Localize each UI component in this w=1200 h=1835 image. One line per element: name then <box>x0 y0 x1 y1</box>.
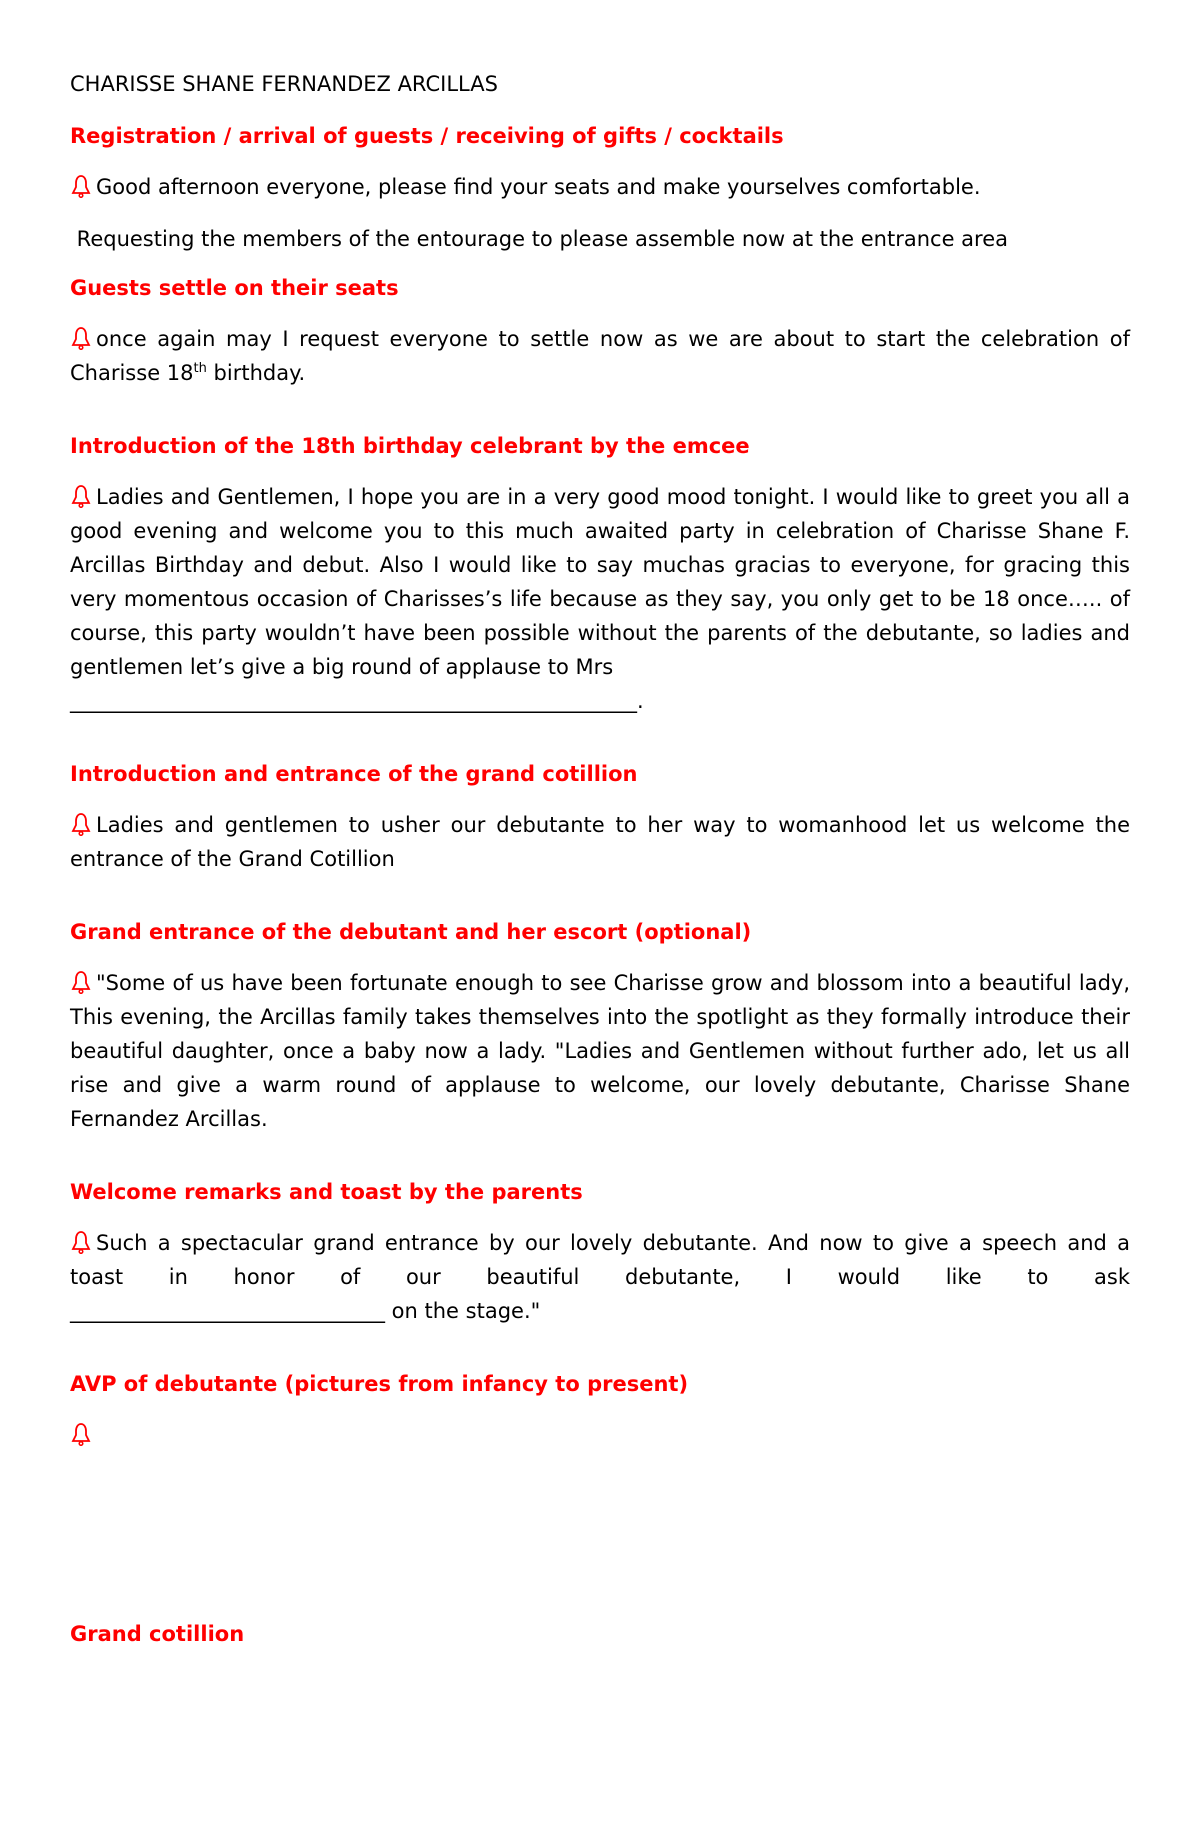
section-heading-welcome-remarks: Welcome remarks and toast by the parents <box>70 1180 583 1204</box>
section-heading-grand-entrance: Grand entrance of the debutant and her escort (optional) <box>70 920 752 944</box>
blank-line: ______________________________________________________. <box>70 689 644 713</box>
document-page <box>70 70 1130 1668</box>
bell-icon <box>70 1422 92 1446</box>
section-heading-introduction-celebrant: Introduction of the 18th birthday celebrant by the emcee <box>70 434 750 458</box>
paragraph-introduction <box>70 480 1130 718</box>
paragraph-avp <box>70 1418 1130 1452</box>
paragraph-text: Such a spectacular grand entrance by our lovely debutante. And now to give a speech and a toast in honor of our beautiful debutante, I would like to ask <box>70 1231 1130 1289</box>
section-heading-grand-cotillion-entrance: Introduction and entrance of the grand cotillion <box>70 762 638 786</box>
paragraph-greeting <box>70 170 1130 204</box>
paragraph-toast-end: ______________________________ on the stage." <box>70 1299 541 1323</box>
bell-icon <box>70 484 92 508</box>
paragraph-text: Good afternoon everyone, please find your seats and make yourselves comfortable. <box>96 175 981 199</box>
paragraph-text-end: birthday. <box>206 361 306 385</box>
paragraph-toast <box>70 1226 1130 1294</box>
paragraph-settle <box>70 322 1130 390</box>
section-heading-avp: AVP of debutante (pictures from infancy to present) <box>70 1372 689 1396</box>
document-title: CHARISSE SHANE FERNANDEZ ARCILLAS <box>70 72 498 96</box>
superscript-th: th <box>193 361 207 376</box>
paragraph-grand-entrance <box>70 966 1130 1136</box>
bell-icon <box>70 970 92 994</box>
section-heading-guests-settle: Guests settle on their seats <box>70 276 399 300</box>
section-heading-grand-cotillion: Grand cotillion <box>70 1622 245 1646</box>
paragraph-text: Ladies and Gentlemen, I hope you are in a very good mood tonight. I would like to greet you all a good evening and welcome you to this much awaited party in celebration of Charisse Shane F. Arcillas Birthday and debut. Also I would like to say muchas gracias to everyone, for gracing this very momentous occasion of Charisses’s life because as they say, you only get to be 18 once….. of course, this party wouldn’t have been possible without the parents of the debutante, so ladies and gentlemen let’s give a big round of applause to Mrs <box>70 485 1130 679</box>
bell-icon <box>70 326 92 350</box>
paragraph-text: once again may I request everyone to settle now as we are about to start the celebration of Charisse 18 <box>70 327 1130 385</box>
paragraph-text: "Some of us have been fortunate enough to see Charisse grow and blossom into a beautiful lady, This evening, the Arcillas family takes themselves into the spotlight as they formally introduce their beautiful daughter, once a baby now a lady. "Ladies and Gentlemen without further ado, let us all rise and give a warm round of applause to welcome, our lovely debutante, Charisse Shane Fernandez Arcillas. <box>70 971 1130 1131</box>
bell-icon <box>70 174 92 198</box>
paragraph-entourage: Requesting the members of the entourage to please assemble now at the entrance area <box>70 227 1009 251</box>
paragraph-text: Ladies and gentlemen to usher our debutante to her way to womanhood let us welcome the entrance of the Grand Cotillion <box>70 813 1130 871</box>
paragraph-cotillion <box>70 808 1130 876</box>
section-heading-registration: Registration / arrival of guests / receiving of gifts / cocktails <box>70 124 784 148</box>
bell-icon <box>70 1230 92 1254</box>
bell-icon <box>70 812 92 836</box>
